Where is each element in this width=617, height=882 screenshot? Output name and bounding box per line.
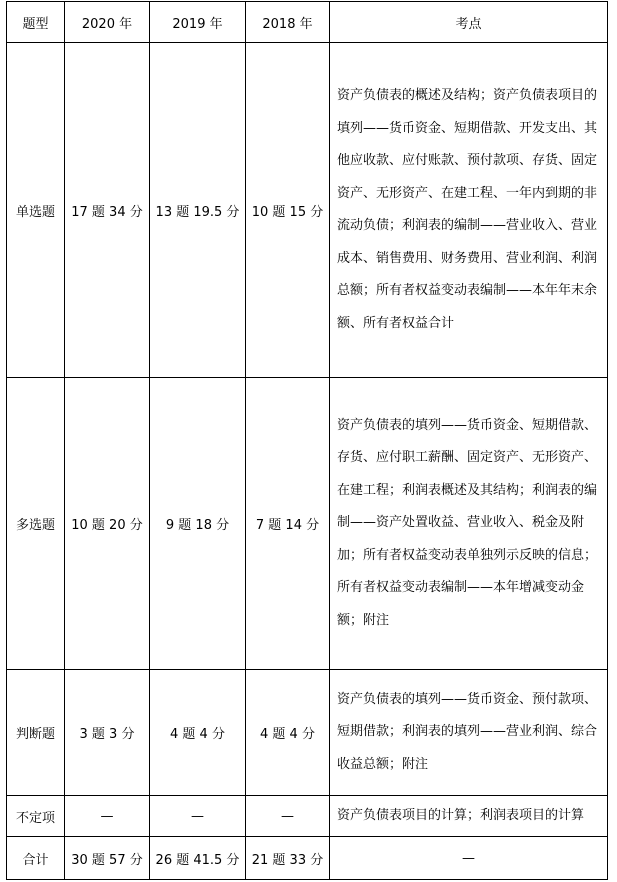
cell-2020: 10 题 20 分: [65, 378, 150, 670]
cell-2019: 13 题 19.5 分: [150, 43, 246, 378]
cell-type: 判断题: [7, 670, 65, 796]
cell-type: 合计: [7, 837, 65, 880]
cell-2018: 10 题 15 分: [246, 43, 330, 378]
header-type: 题型: [7, 2, 65, 43]
exam-stats-table: [6, 1, 608, 880]
cell-points: 资产负债表项目的计算；利润表项目的计算: [330, 796, 608, 837]
header-2020: 2020 年: [65, 2, 150, 43]
table-row: [7, 837, 608, 880]
cell-points: —: [330, 837, 608, 880]
cell-2018: 7 题 14 分: [246, 378, 330, 670]
cell-2020: 3 题 3 分: [65, 670, 150, 796]
cell-2019: 9 题 18 分: [150, 378, 246, 670]
cell-type: 单选题: [7, 43, 65, 378]
table-row: [7, 670, 608, 796]
header-2019: 2019 年: [150, 2, 246, 43]
table-row: [7, 378, 608, 670]
header-2018: 2018 年: [246, 2, 330, 43]
cell-2020: 30 题 57 分: [65, 837, 150, 880]
cell-2018: —: [246, 796, 330, 837]
cell-points: 资产负债表的填列——货币资金、预付款项、短期借款；利润表的填列——营业利润、综合收益总额；附注: [330, 670, 608, 796]
cell-2018: 4 题 4 分: [246, 670, 330, 796]
cell-points: 资产负债表的填列——货币资金、短期借款、存货、应付职工薪酬、固定资产、无形资产、在建工程；利润表概述及其结构；利润表的编制——资产处置收益、营业收入、税金及附加；所有者权益变动表单独列示反映的信息；所有者权益变动表编制——本年增减变动金额；附注: [330, 378, 608, 670]
table-row: [7, 43, 608, 378]
cell-2020: 17 题 34 分: [65, 43, 150, 378]
header-points: 考点: [330, 2, 608, 43]
cell-2019: 4 题 4 分: [150, 670, 246, 796]
cell-type: 多选题: [7, 378, 65, 670]
cell-2019: 26 题 41.5 分: [150, 837, 246, 880]
cell-type: 不定项: [7, 796, 65, 837]
cell-2019: —: [150, 796, 246, 837]
table-row: [7, 796, 608, 837]
cell-2018: 21 题 33 分: [246, 837, 330, 880]
cell-points: 资产负债表的概述及结构；资产负债表项目的填列——货币资金、短期借款、开发支出、其他应收款、应付账款、预付款项、存货、固定资产、无形资产、在建工程、一年内到期的非流动负债；利润表的编制——营业收入、营业成本、销售费用、财务费用、营业利润、利润总额；所有者权益变动表编制——本年年末余额、所有者权益合计: [330, 43, 608, 378]
header-row: [7, 2, 608, 43]
cell-2020: —: [65, 796, 150, 837]
